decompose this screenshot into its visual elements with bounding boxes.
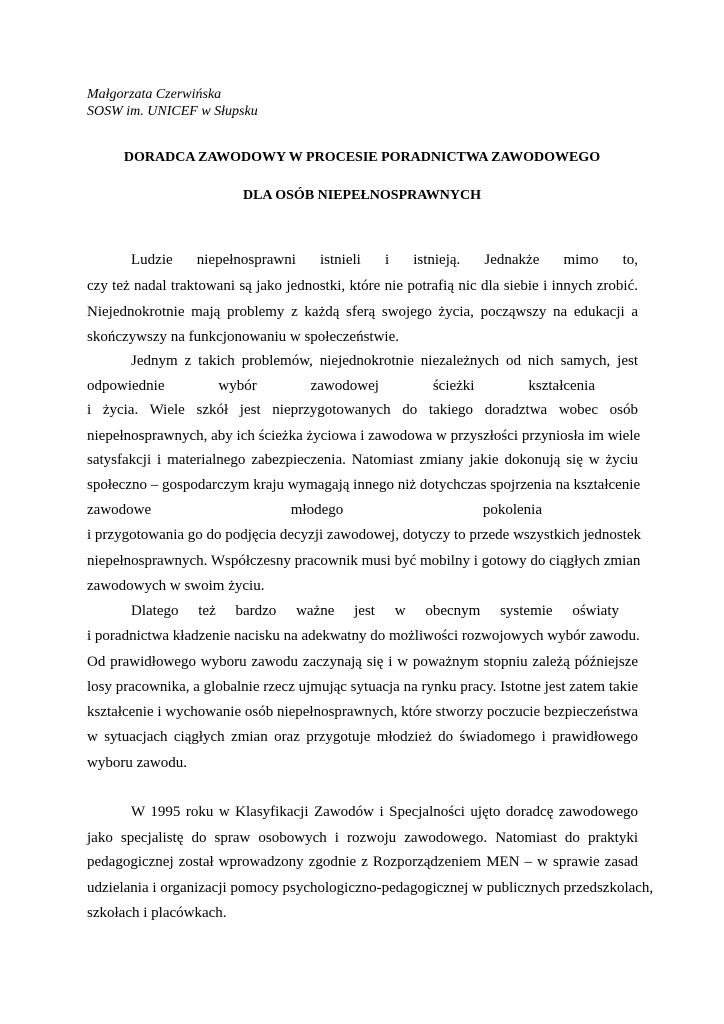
text-line: kształcenie i wychowanie osób niepełnosprawnych, które stworzy poczucie bezpieczeństwa: [87, 704, 639, 720]
text-line: szkołach i placówkach.: [87, 905, 227, 921]
text-line: Od prawidłowego wyboru zawodu zaczynają się i w poważnym stopniu zależą późniejsze: [87, 654, 638, 670]
text-line: jako specjalistę do spraw osobowych i rozwoju zawodowego. Natomiast do praktyki: [87, 830, 638, 846]
text-line: udzielania i organizacji pomocy psychologiczno-pedagogicznej w publicznych przedszkolach,: [87, 880, 654, 896]
text-line: zawodowe młodego pokolenia: [87, 502, 542, 518]
title-line-1: DORADCA ZAWODOWY W PROCESIE PORADNICTWA ZAWODOWEGO: [123, 150, 601, 165]
title-line-2: DLA OSÓB NIEPEŁNOSPRAWNYCH: [242, 188, 482, 203]
text-line: w sytuacjach ciągłych zmian oraz przygotuje młodzież do świadomego i prawidłowego: [87, 729, 638, 745]
text-line: odpowiednie wybór zawodowej ścieżki kształcenia: [87, 378, 595, 394]
text-line: wyboru zawodu.: [87, 755, 187, 771]
text-line: niepełnosprawnych, aby ich ścieżka życiowa i zawodowa w przyszłości przyniosła im wiele: [87, 428, 641, 444]
text-line: satysfakcji i materialnego zabezpieczenia. Natomiast zmiany jakie dokonują się w życiu: [87, 452, 638, 468]
text-line: Dlatego też bardzo ważne jest w obecnym systemie oświaty: [131, 603, 619, 619]
author-institution: SOSW im. UNICEF w Słupsku: [87, 104, 258, 119]
text-line: skończywszy na funkcjonowaniu w społeczeństwie.: [87, 329, 399, 345]
text-line: zawodowych w swoim życiu.: [87, 578, 265, 594]
text-line: i przygotowania go do podjęcia decyzji zawodowej, dotyczy to przede wszystkich jednostek: [87, 527, 641, 543]
text-line: Ludzie niepełnosprawni istnieli i istnieją. Jednakże mimo to,: [131, 252, 638, 268]
text-line: Jednym z takich problemów, niejednokrotnie niezależnych od nich samych, jest: [131, 353, 638, 369]
text-line: losy pracownika, a globalnie rzecz ujmując sytuacja na rynku pracy. Istotne jest zatem takie: [87, 679, 638, 695]
text-line: pedagogicznej został wprowadzony zgodnie z Rozporządzeniem MEN – w sprawie zasad: [87, 854, 638, 870]
text-line: czy też nadal traktowani są jako jednostki, które nie potrafią nic dla siebie i innych zrobić.: [87, 278, 638, 294]
text-line: niepełnosprawnych. Współczesny pracownik musi być mobilny i gotowy do ciągłych zmian: [87, 553, 641, 569]
text-line: społeczno – gospodarczym kraju wymagają innego niż dotychczas spojrzenia na kształcenie: [87, 477, 641, 493]
text-line: i poradnictwa kładzenie nacisku na adekwatny do możliwości rozwojowych wybór zawodu.: [87, 628, 640, 644]
text-line: Niejednokrotnie mają problemy z każdą sferą swojego życia, począwszy na edukacji a: [87, 304, 638, 320]
text-line: W 1995 roku w Klasyfikacji Zawodów i Specjalności ujęto doradcę zawodowego: [131, 804, 638, 820]
text-line: i życia. Wiele szkół jest nieprzygotowanych do takiego doradztwa wobec osób: [87, 402, 638, 418]
author-name: Małgorzata Czerwińska: [87, 87, 222, 102]
